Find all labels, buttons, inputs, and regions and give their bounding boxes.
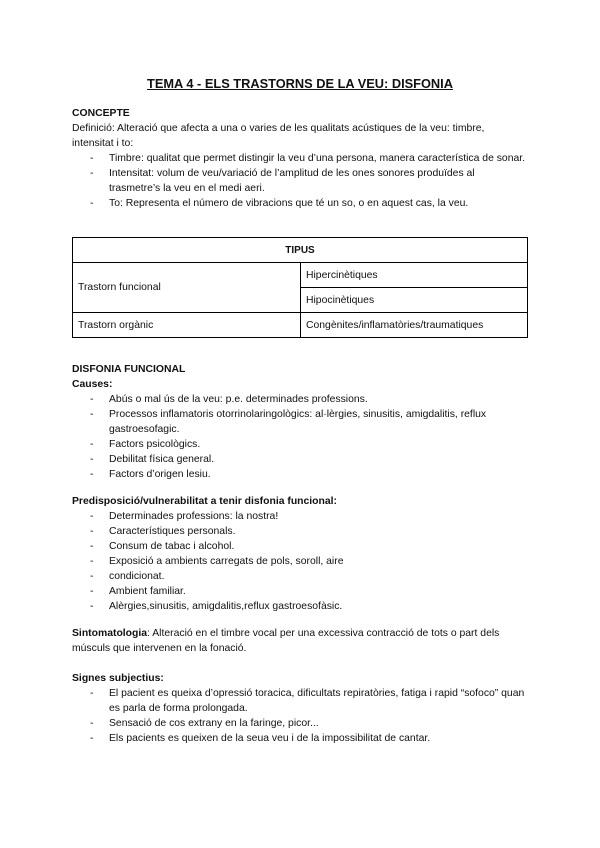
signes-list — [72, 686, 528, 746]
hipocinetiques-cell: Hipocinètiques — [301, 288, 528, 313]
predisposicio-section — [72, 494, 528, 614]
list-item: - Els pacients es queixen de la seua veu i de la impossibilitat de cantar. — [72, 731, 528, 746]
concepte-list — [72, 151, 528, 211]
causes-list — [72, 392, 528, 482]
tipus-table — [72, 237, 528, 338]
list-item: - Alèrgies,sinusitis, amigdalitis,reflux gastroesofàsic. — [72, 599, 528, 614]
disfonia-section — [72, 362, 528, 482]
sintomatologia-paragraph — [72, 626, 528, 656]
causes-heading: Causes: — [72, 379, 113, 390]
signes-heading: Signes subjectius: — [72, 673, 164, 684]
list-item: - Determinades professions: la nostra! — [72, 509, 528, 524]
organic-types-cell: Congènites/inflamatòries/traumatiques — [301, 313, 528, 338]
document-title: TEMA 4 - ELS TRASTORNS DE LA VEU: DISFONIA — [147, 76, 453, 91]
list-item: - Processos inflamatoris otorrinolaringològics: al·lèrgies, sinusitis, amigdalitis, reflux gastroesofagic. — [72, 407, 528, 437]
list-item: - To: Representa el número de vibracions que té un so, o en aquest cas, la veu. — [72, 196, 528, 211]
list-item: - Abús o mal ús de la veu: p.e. determinades professions. — [72, 392, 528, 407]
list-item: - Debilitat física general. — [72, 452, 528, 467]
hipercinetiques-cell: Hipercinètiques — [301, 263, 528, 288]
list-item: - Factors psicològics. — [72, 437, 528, 452]
list-item: - Timbre: qualitat que permet distingir la veu d’una persona, manera característica de sonar. — [72, 151, 528, 166]
concepte-section — [72, 106, 528, 211]
list-item: - Característiques personals. — [72, 524, 528, 539]
list-item: - condicionat. — [72, 569, 528, 584]
list-item: - Intensitat: volum de veu/variació de l’amplitud de les ones sonores produïdes al trasmetre’s la veu en el medi aeri. — [72, 166, 528, 196]
sintomatologia-text: : Alteració en el timbre vocal per una excessiva contracció de tots o part dels músculs que intervenen en la fonació. — [72, 628, 500, 654]
predisposicio-list — [72, 509, 528, 614]
funcional-cell: Trastorn funcional — [73, 263, 301, 313]
table-header: TIPUS — [73, 238, 528, 263]
list-item: - Ambient familiar. — [72, 584, 528, 599]
list-item: - Factors d’origen lesiu. — [72, 467, 528, 482]
predisposicio-heading: Predisposició/vulnerabilitat a tenir disfonia funcional: — [72, 496, 338, 507]
organic-cell: Trastorn orgànic — [73, 313, 301, 338]
concepte-heading: CONCEPTE — [72, 108, 130, 119]
list-item: - Consum de tabac i alcohol. — [72, 539, 528, 554]
disfonia-heading: DISFONIA FUNCIONAL — [72, 364, 186, 375]
list-item: - Exposició a ambients carregats de pols, soroll, aire — [72, 554, 528, 569]
list-item: - Sensació de cos extrany en la faringe, picor... — [72, 716, 528, 731]
sintomatologia-label: Sintomatologia — [72, 628, 148, 639]
signes-section — [72, 671, 528, 746]
list-item: - El pacient es queixa d’opressió toracica, dificultats repiratòries, fatiga i rapid “sofoco” quan es parla de forma prolongada. — [72, 686, 528, 716]
definicio-text: Definició: Alteració que afecta a una o varies de les qualitats acústiques de la veu: timbre, intensitat i to: — [72, 123, 485, 149]
